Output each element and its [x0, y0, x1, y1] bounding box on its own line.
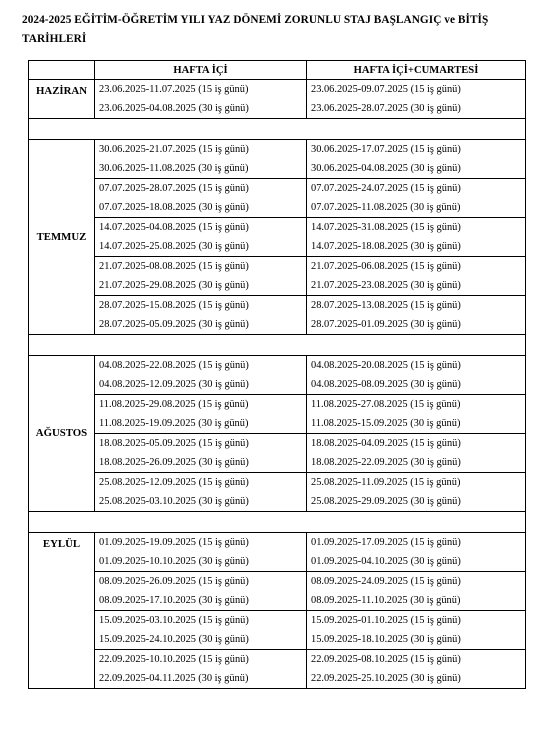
table-row — [29, 159, 526, 179]
table-body — [29, 80, 526, 689]
weekday-saturday-date-range: 18.08.2025-22.09.2025 (30 iş günü) — [307, 453, 526, 473]
table-row — [29, 611, 526, 631]
spacer-cell — [29, 119, 526, 140]
weekday-saturday-date-range: 07.07.2025-11.08.2025 (30 iş günü) — [307, 198, 526, 218]
weekday-date-range: 28.07.2025-15.08.2025 (15 iş günü) — [95, 296, 307, 316]
weekday-saturday-date-range: 11.08.2025-27.08.2025 (15 iş günü) — [307, 395, 526, 415]
weekday-saturday-date-range: 30.06.2025-04.08.2025 (30 iş günü) — [307, 159, 526, 179]
spacer-cell — [29, 512, 526, 533]
weekday-saturday-date-range: 28.07.2025-01.09.2025 (30 iş günü) — [307, 315, 526, 335]
spacer-row — [29, 512, 526, 533]
weekday-date-range: 23.06.2025-04.08.2025 (30 iş günü) — [95, 99, 307, 119]
spacer-cell — [29, 335, 526, 356]
weekday-saturday-date-range: 21.07.2025-06.08.2025 (15 iş günü) — [307, 257, 526, 277]
weekday-date-range: 30.06.2025-21.07.2025 (15 iş günü) — [95, 140, 307, 160]
weekday-date-range: 25.08.2025-12.09.2025 (15 iş günü) — [95, 473, 307, 493]
table-row — [29, 237, 526, 257]
table-row — [29, 375, 526, 395]
weekday-date-range: 15.09.2025-03.10.2025 (15 iş günü) — [95, 611, 307, 631]
weekday-date-range: 22.09.2025-04.11.2025 (30 iş günü) — [95, 669, 307, 689]
month-label: HAZİRAN — [29, 80, 95, 119]
month-label: AĞUSTOS — [29, 356, 95, 512]
weekday-date-range: 11.08.2025-19.09.2025 (30 iş günü) — [95, 414, 307, 434]
weekday-date-range: 07.07.2025-18.08.2025 (30 iş günü) — [95, 198, 307, 218]
weekday-saturday-date-range: 15.09.2025-18.10.2025 (30 iş günü) — [307, 630, 526, 650]
table-row — [29, 218, 526, 238]
table-row — [29, 533, 526, 553]
weekday-date-range: 08.09.2025-26.09.2025 (15 iş günü) — [95, 572, 307, 592]
weekday-date-range: 28.07.2025-05.09.2025 (30 iş günü) — [95, 315, 307, 335]
weekday-date-range: 01.09.2025-10.10.2025 (30 iş günü) — [95, 552, 307, 572]
weekday-date-range: 08.09.2025-17.10.2025 (30 iş günü) — [95, 591, 307, 611]
internship-dates-table — [28, 60, 526, 689]
table-row — [29, 650, 526, 670]
table-row — [29, 453, 526, 473]
weekday-saturday-date-range: 08.09.2025-24.09.2025 (15 iş günü) — [307, 572, 526, 592]
table-row — [29, 630, 526, 650]
table-row — [29, 80, 526, 100]
weekday-date-range: 14.07.2025-04.08.2025 (15 iş günü) — [95, 218, 307, 238]
weekday-date-range: 23.06.2025-11.07.2025 (15 iş günü) — [95, 80, 307, 100]
table-row — [29, 572, 526, 592]
weekday-saturday-date-range: 15.09.2025-01.10.2025 (15 iş günü) — [307, 611, 526, 631]
weekday-saturday-date-range: 14.07.2025-31.08.2025 (15 iş günü) — [307, 218, 526, 238]
table-row — [29, 395, 526, 415]
table-row — [29, 669, 526, 689]
table-row — [29, 276, 526, 296]
weekday-date-range: 22.09.2025-10.10.2025 (15 iş günü) — [95, 650, 307, 670]
weekday-saturday-date-range: 23.06.2025-28.07.2025 (30 iş günü) — [307, 99, 526, 119]
table-row — [29, 198, 526, 218]
weekday-saturday-date-range: 01.09.2025-04.10.2025 (30 iş günü) — [307, 552, 526, 572]
weekday-saturday-date-range: 04.08.2025-20.08.2025 (15 iş günü) — [307, 356, 526, 376]
weekday-date-range: 18.08.2025-26.09.2025 (30 iş günü) — [95, 453, 307, 473]
table-header-row — [29, 61, 526, 80]
weekday-saturday-date-range: 14.07.2025-18.08.2025 (30 iş günü) — [307, 237, 526, 257]
weekday-date-range: 07.07.2025-28.07.2025 (15 iş günü) — [95, 179, 307, 199]
weekday-date-range: 21.07.2025-29.08.2025 (30 iş günü) — [95, 276, 307, 296]
weekday-saturday-date-range: 22.09.2025-25.10.2025 (30 iş günü) — [307, 669, 526, 689]
weekday-date-range: 11.08.2025-29.08.2025 (15 iş günü) — [95, 395, 307, 415]
table-row — [29, 492, 526, 512]
table-row — [29, 591, 526, 611]
table-row — [29, 414, 526, 434]
weekday-saturday-date-range: 01.09.2025-17.09.2025 (15 iş günü) — [307, 533, 526, 553]
weekday-saturday-date-range: 28.07.2025-13.08.2025 (15 iş günü) — [307, 296, 526, 316]
weekday-date-range: 14.07.2025-25.08.2025 (30 iş günü) — [95, 237, 307, 257]
weekday-saturday-date-range: 23.06.2025-09.07.2025 (15 iş günü) — [307, 80, 526, 100]
weekday-date-range: 04.08.2025-22.08.2025 (15 iş günü) — [95, 356, 307, 376]
weekday-date-range: 18.08.2025-05.09.2025 (15 iş günü) — [95, 434, 307, 454]
weekday-saturday-date-range: 18.08.2025-04.09.2025 (15 iş günü) — [307, 434, 526, 454]
weekday-date-range: 21.07.2025-08.08.2025 (15 iş günü) — [95, 257, 307, 277]
month-column-header — [29, 61, 95, 80]
weekday-saturday-date-range: 30.06.2025-17.07.2025 (15 iş günü) — [307, 140, 526, 160]
weekday-date-range: 15.09.2025-24.10.2025 (30 iş günü) — [95, 630, 307, 650]
weekday-column-header: HAFTA İÇİ — [95, 61, 307, 80]
table-row — [29, 552, 526, 572]
table-row — [29, 140, 526, 160]
weekday-date-range: 30.06.2025-11.08.2025 (30 iş günü) — [95, 159, 307, 179]
table-row — [29, 179, 526, 199]
spacer-row — [29, 335, 526, 356]
month-label: EYLÜL — [29, 533, 95, 689]
weekday-saturday-date-range: 07.07.2025-24.07.2025 (15 iş günü) — [307, 179, 526, 199]
table-row — [29, 473, 526, 493]
document-title: 2024-2025 EĞİTİM-ÖĞRETİM YILI YAZ DÖNEMİ ZORUNLU STAJ BAŞLANGIÇ ve BİTİŞ TARİHLERİ — [22, 14, 489, 45]
weekday-saturday-date-range: 11.08.2025-15.09.2025 (30 iş günü) — [307, 414, 526, 434]
month-label: TEMMUZ — [29, 140, 95, 335]
table-row — [29, 356, 526, 376]
table-row — [29, 315, 526, 335]
weekday-date-range: 25.08.2025-03.10.2025 (30 iş günü) — [95, 492, 307, 512]
table-row — [29, 257, 526, 277]
table-row — [29, 434, 526, 454]
weekday-saturday-date-range: 04.08.2025-08.09.2025 (30 iş günü) — [307, 375, 526, 395]
weekday-saturday-date-range: 08.09.2025-11.10.2025 (30 iş günü) — [307, 591, 526, 611]
weekday-saturday-date-range: 25.08.2025-11.09.2025 (15 iş günü) — [307, 473, 526, 493]
spacer-row — [29, 119, 526, 140]
weekday-saturday-date-range: 25.08.2025-29.09.2025 (30 iş günü) — [307, 492, 526, 512]
weekday-saturday-date-range: 21.07.2025-23.08.2025 (30 iş günü) — [307, 276, 526, 296]
weekday-date-range: 04.08.2025-12.09.2025 (30 iş günü) — [95, 375, 307, 395]
weekday-date-range: 01.09.2025-19.09.2025 (15 iş günü) — [95, 533, 307, 553]
table-row — [29, 296, 526, 316]
table-row — [29, 99, 526, 119]
weekday-saturday-column-header: HAFTA İÇİ+CUMARTESİ — [307, 61, 526, 80]
weekday-saturday-date-range: 22.09.2025-08.10.2025 (15 iş günü) — [307, 650, 526, 670]
